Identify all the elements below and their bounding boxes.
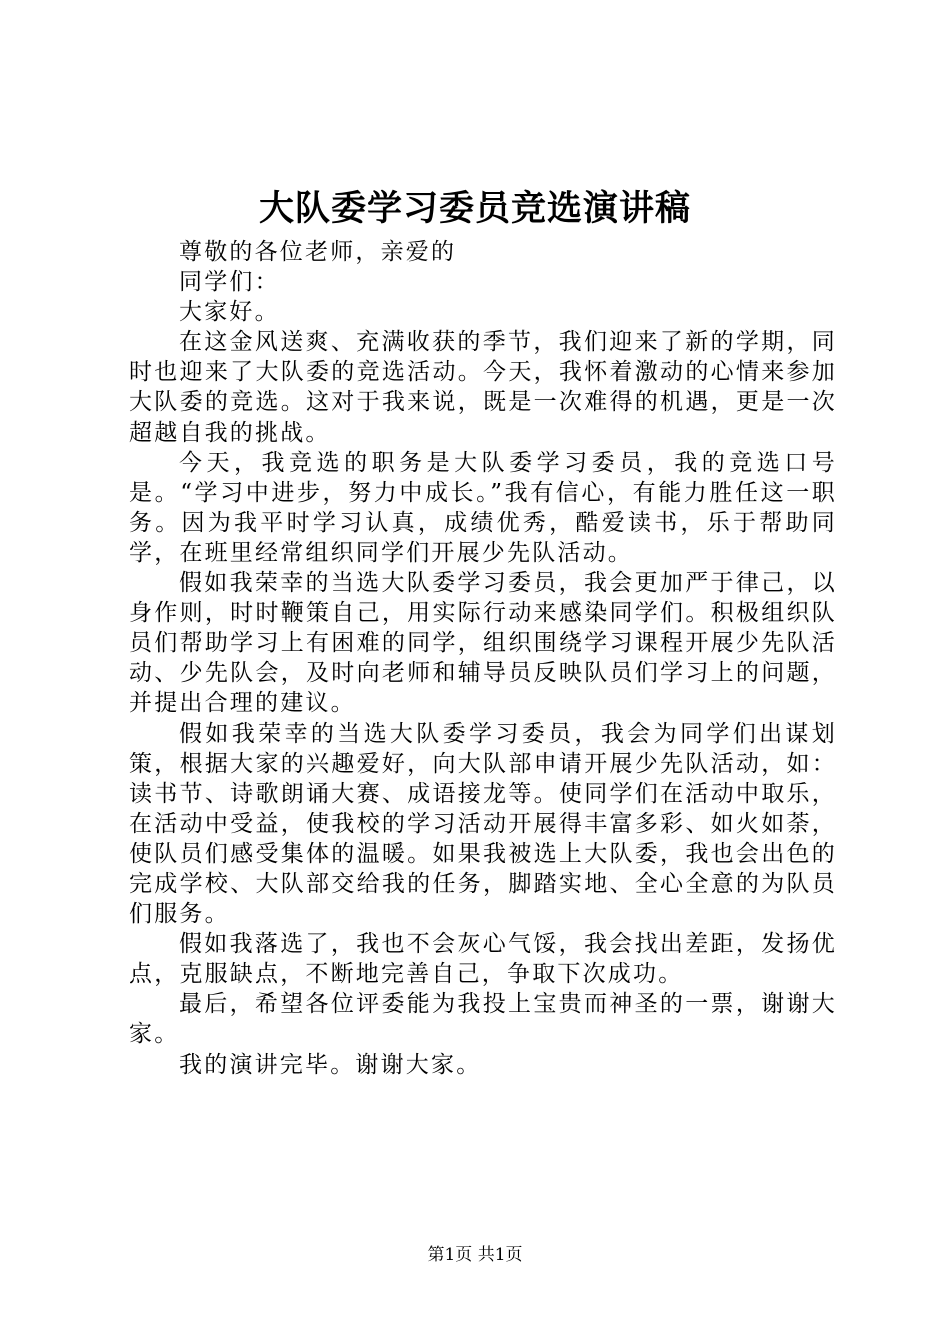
paragraph-greeting: 大家好。 [179,299,280,326]
paragraph-plan-2: 假如我荣幸的当选大队委学习委员，我会为同学们出谋划策，根据大家的兴趣爱好，向大队部申请开展少先队活动，如：读书节、诗歌朗诵大赛、成语接龙等。使同学们在活动中取乐，在活动中受益，使我校的学习活动开展得丰富多彩、如火如荼，使队员们感受集体的温暖。如果我被选上大队委，我也会出色的完成学校、大队部交给我的任务，脚踏实地、全心全意的为队员们服务。 [129,720,837,928]
paragraph-end: 我的演讲完毕。谢谢大家。 [179,1051,482,1078]
paragraph-if-lose: 假如我落选了，我也不会灰心气馁，我会找出差距，发扬优点，克服缺点，不断地完善自己，争取下次成功。 [129,931,837,988]
paragraph-plan-1: 假如我荣幸的当选大队委学习委员，我会更加严于律己，以身作则，时时鞭策自己，用实际行动来感染同学们。积极组织队员们帮助学习上有困难的同学，组织围绕学习课程开展少先队活动、少先队会，及时向老师和辅导员反映队员们学习上的问题，并提出合理的建议。 [129,570,837,717]
paragraph-salutation-1: 尊敬的各位老师，亲爱的 [179,239,457,265]
document-title: 大队委学习委员竞选演讲稿 [258,188,691,229]
paragraph-salutation-2: 同学们： [179,269,280,296]
document-body [129,237,837,1080]
paragraph-closing: 最后，希望各位评委能为我投上宝贵而神圣的一票，谢谢大家。 [129,991,837,1048]
paragraph-position: 今天，我竞选的职务是大队委学习委员，我的竞选口号是。“学习中进步，努力中成长。”我有信心，有能力胜任这一职务。因为我平时学习认真，成绩优秀，酷爱读书，乐于帮助同学，在班里经常组织同学们开展少先队活动。 [129,449,837,566]
page-footer: 第1页 共1页 [427,1245,523,1265]
paragraph-intro: 在这金风送爽、充满收获的季节，我们迎来了新的学期，同时也迎来了大队委的竞选活动。今天，我怀着激动的心情来参加大队委的竞选。这对于我来说，既是一次难得的机遇，更是一次超越自我的挑战。 [129,329,837,446]
